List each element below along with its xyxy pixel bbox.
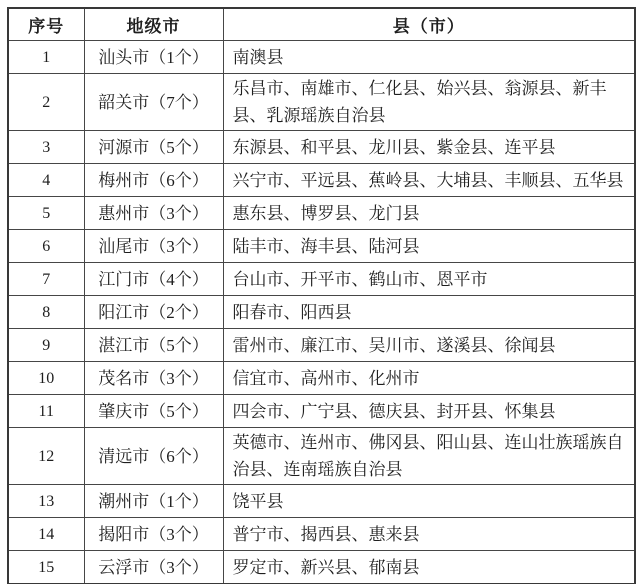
index-cell: 1 [8,41,84,74]
city-cell: 惠州市（3个） [84,197,223,230]
table-row [8,296,635,329]
counties-cell: 饶平县 [223,485,635,518]
city-cell: 茂名市（3个） [84,362,223,395]
city-cell: 河源市（5个） [84,131,223,164]
counties-cell: 四会市、广宁县、德庆县、封开县、怀集县 [223,395,635,428]
table-row [8,329,635,362]
city-cell: 汕头市（1个） [84,41,223,74]
table-row [8,263,635,296]
table-row [8,551,635,584]
counties-cell: 兴宁市、平远县、蕉岭县、大埔县、丰顺县、五华县 [223,164,635,197]
city-cell: 阳江市（2个） [84,296,223,329]
table-row [8,131,635,164]
table-row [8,230,635,263]
header-county: 县（市） [223,8,635,41]
header-city: 地级市 [84,8,223,41]
table-row [8,518,635,551]
index-cell: 5 [8,197,84,230]
counties-table [7,7,636,584]
index-cell: 11 [8,395,84,428]
index-cell: 9 [8,329,84,362]
city-cell: 江门市（4个） [84,263,223,296]
index-cell: 2 [8,74,84,131]
city-cell: 湛江市（5个） [84,329,223,362]
index-cell: 3 [8,131,84,164]
city-cell: 潮州市（1个） [84,485,223,518]
index-cell: 12 [8,428,84,485]
index-cell: 10 [8,362,84,395]
index-cell: 7 [8,263,84,296]
counties-cell: 信宜市、高州市、化州市 [223,362,635,395]
table-row [8,41,635,74]
counties-cell: 陆丰市、海丰县、陆河县 [223,230,635,263]
table-row [8,395,635,428]
index-cell: 6 [8,230,84,263]
city-cell: 肇庆市（5个） [84,395,223,428]
index-cell: 14 [8,518,84,551]
counties-cell: 普宁市、揭西县、惠来县 [223,518,635,551]
counties-cell: 南澳县 [223,41,635,74]
city-cell: 韶关市（7个） [84,74,223,131]
header-index: 序号 [8,8,84,41]
city-cell: 揭阳市（3个） [84,518,223,551]
counties-cell: 台山市、开平市、鹤山市、恩平市 [223,263,635,296]
table-header-row [8,8,635,41]
counties-cell: 乐昌市、南雄市、仁化县、始兴县、翁源县、新丰县、乳源瑶族自治县 [223,74,635,131]
counties-cell: 惠东县、博罗县、龙门县 [223,197,635,230]
counties-cell: 雷州市、廉江市、吴川市、遂溪县、徐闻县 [223,329,635,362]
table-row [8,485,635,518]
table-row [8,74,635,131]
table-row [8,428,635,485]
city-cell: 清远市（6个） [84,428,223,485]
index-cell: 4 [8,164,84,197]
city-cell: 梅州市（6个） [84,164,223,197]
table-row [8,164,635,197]
counties-cell: 罗定市、新兴县、郁南县 [223,551,635,584]
table-row [8,362,635,395]
index-cell: 8 [8,296,84,329]
index-cell: 13 [8,485,84,518]
city-cell: 云浮市（3个） [84,551,223,584]
counties-cell: 英德市、连州市、佛冈县、阳山县、连山壮族瑶族自治县、连南瑶族自治县 [223,428,635,485]
counties-cell: 东源县、和平县、龙川县、紫金县、连平县 [223,131,635,164]
counties-cell: 阳春市、阳西县 [223,296,635,329]
table-row [8,197,635,230]
index-cell: 15 [8,551,84,584]
city-cell: 汕尾市（3个） [84,230,223,263]
